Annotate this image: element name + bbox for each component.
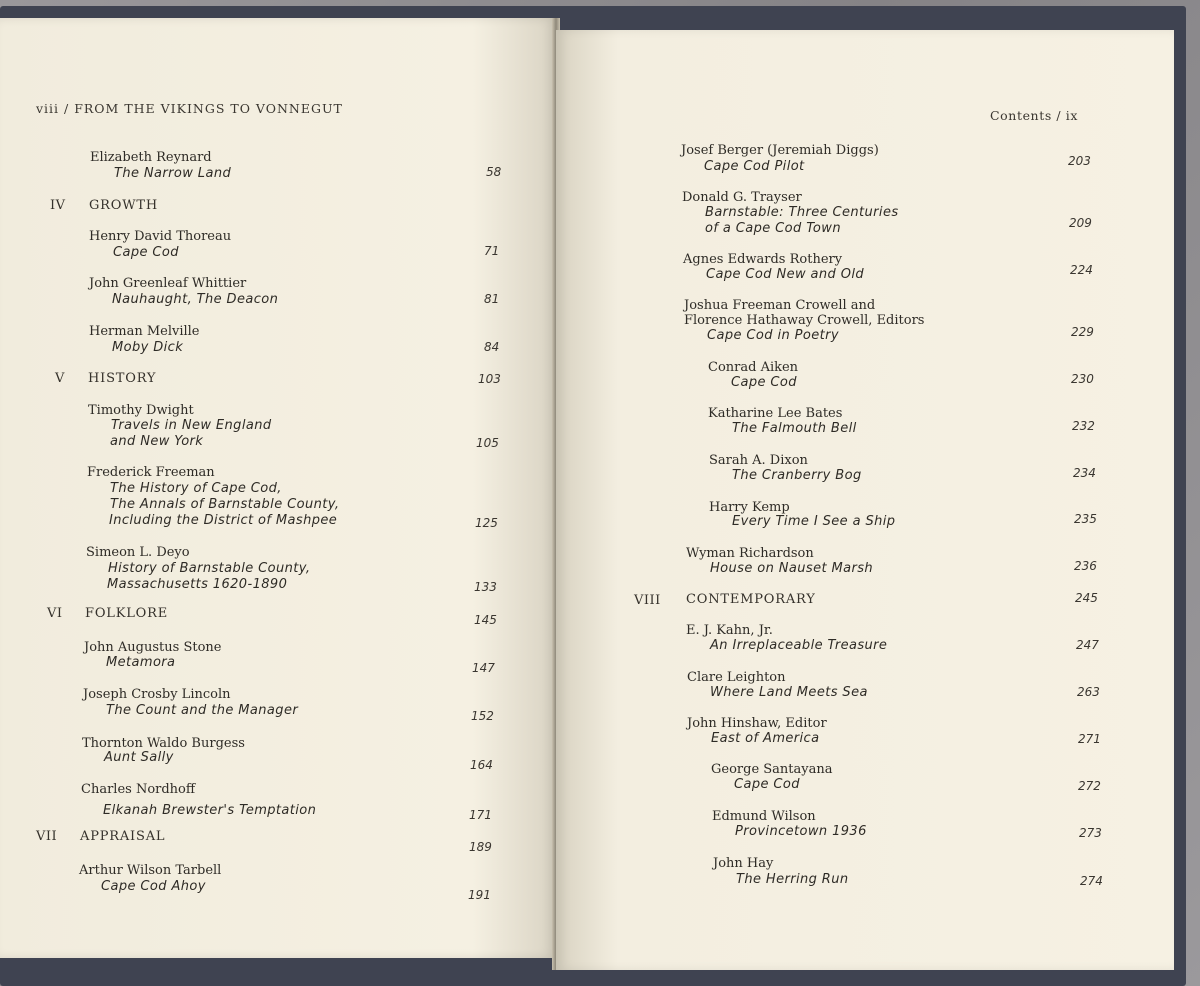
section-number: IV xyxy=(50,198,66,213)
toc-author: John Augustus Stone xyxy=(84,640,222,655)
toc-title: Cape Cod xyxy=(113,245,179,260)
section-number: V xyxy=(55,371,65,386)
toc-author: Florence Hathaway Crowell, Editors xyxy=(684,313,925,328)
toc-title: Nauhaught, The Deacon xyxy=(112,292,279,307)
section-title: GROWTH xyxy=(89,198,159,213)
toc-page-number: 232 xyxy=(1072,419,1095,433)
toc-page-number: 105 xyxy=(476,436,499,450)
toc-author: John Hay xyxy=(713,856,774,871)
toc-page-number: 103 xyxy=(478,372,501,386)
toc-title: The Annals of Barnstable County, xyxy=(110,497,340,512)
section-number: VI xyxy=(47,606,63,621)
toc-page-number: 203 xyxy=(1068,154,1091,168)
toc-title: Including the District of Mashpee xyxy=(109,513,338,528)
toc-author: Joseph Crosby Lincoln xyxy=(83,687,231,702)
toc-author: Elizabeth Reynard xyxy=(90,150,212,165)
toc-title: East of America xyxy=(711,731,820,746)
toc-title: Cape Cod xyxy=(734,777,800,792)
toc-title: The Herring Run xyxy=(736,872,849,887)
toc-author: Simeon L. Deyo xyxy=(86,545,190,560)
right-page xyxy=(556,30,1174,970)
toc-author: Frederick Freeman xyxy=(87,465,215,480)
toc-page-number: 125 xyxy=(475,516,498,530)
toc-author: Henry David Thoreau xyxy=(89,229,232,244)
toc-title: The History of Cape Cod, xyxy=(110,481,282,496)
toc-author: Joshua Freeman Crowell and xyxy=(684,298,876,313)
toc-page-number: 191 xyxy=(468,888,491,902)
toc-author: Timothy Dwight xyxy=(88,403,194,418)
toc-page-number: 58 xyxy=(486,165,502,179)
toc-author: Josef Berger (Jeremiah Diggs) xyxy=(681,143,879,158)
toc-title: Barnstable: Three Centuries xyxy=(705,205,899,220)
left-page xyxy=(0,18,556,958)
toc-title: History of Barnstable County, xyxy=(108,561,311,576)
toc-title: An Irreplaceable Treasure xyxy=(710,638,888,653)
toc-title: Cape Cod New and Old xyxy=(706,267,865,282)
toc-author: Arthur Wilson Tarbell xyxy=(79,863,222,878)
toc-page-number: 145 xyxy=(474,613,497,627)
toc-page-number: 147 xyxy=(472,661,495,675)
toc-title: Cape Cod Pilot xyxy=(704,159,805,174)
toc-page-number: 81 xyxy=(484,292,500,306)
toc-page-number: 84 xyxy=(484,340,500,354)
toc-page-number: 229 xyxy=(1071,325,1094,339)
toc-author: Charles Nordhoff xyxy=(81,782,196,797)
toc-author: Agnes Edwards Rothery xyxy=(683,252,843,267)
toc-title: Provincetown 1936 xyxy=(735,824,867,839)
toc-page-number: 171 xyxy=(469,808,492,822)
toc-author: John Hinshaw, Editor xyxy=(687,716,827,731)
toc-page-number: 71 xyxy=(484,244,500,258)
toc-page-number: 164 xyxy=(470,758,493,772)
toc-title: of a Cape Cod Town xyxy=(705,221,841,236)
toc-title: Moby Dick xyxy=(112,340,184,355)
section-title: HISTORY xyxy=(88,371,157,386)
toc-page-number: 224 xyxy=(1070,263,1093,277)
toc-page-number: 152 xyxy=(471,709,494,723)
toc-author: Herman Melville xyxy=(89,324,200,339)
toc-author: Clare Leighton xyxy=(687,670,786,685)
left-page-header: viii / FROM THE VIKINGS TO VONNEGUT xyxy=(36,101,343,116)
toc-page-number: 272 xyxy=(1078,779,1101,793)
toc-title: The Cranberry Bog xyxy=(732,468,862,483)
toc-title: and New York xyxy=(110,434,204,449)
toc-author: Katharine Lee Bates xyxy=(708,406,843,421)
toc-author: Donald G. Trayser xyxy=(682,190,802,205)
toc-page-number: 263 xyxy=(1077,685,1100,699)
toc-author: Harry Kemp xyxy=(709,500,790,515)
toc-page-number: 235 xyxy=(1074,512,1097,526)
section-title: CONTEMPORARY xyxy=(686,592,816,607)
toc-title: The Narrow Land xyxy=(114,166,232,181)
section-title: APPRAISAL xyxy=(80,829,166,844)
toc-title: Travels in New England xyxy=(111,418,272,433)
toc-title: Cape Cod Ahoy xyxy=(101,879,206,894)
toc-title: House on Nauset Marsh xyxy=(710,561,874,576)
toc-page-number: 230 xyxy=(1071,372,1094,386)
toc-page-number: 271 xyxy=(1078,732,1101,746)
toc-title: Massachusetts 1620-1890 xyxy=(107,577,288,592)
toc-title: The Falmouth Bell xyxy=(732,421,857,436)
toc-author: Edmund Wilson xyxy=(712,809,816,824)
toc-page-number: 209 xyxy=(1069,216,1092,230)
section-number: VIII xyxy=(634,593,661,608)
toc-author: Wyman Richardson xyxy=(686,546,814,561)
toc-author: Thornton Waldo Burgess xyxy=(82,736,245,751)
toc-page-number: 234 xyxy=(1073,466,1096,480)
toc-title: Elkanah Brewster's Temptation xyxy=(103,803,317,818)
section-title: FOLKLORE xyxy=(85,606,168,621)
toc-page-number: 247 xyxy=(1076,638,1099,652)
toc-page-number: 273 xyxy=(1079,826,1102,840)
toc-page-number: 245 xyxy=(1075,591,1098,605)
toc-page-number: 133 xyxy=(474,580,497,594)
toc-title: Every Time I See a Ship xyxy=(732,514,896,529)
toc-author: Sarah A. Dixon xyxy=(709,453,808,468)
right-page-header: Contents / ix xyxy=(990,108,1079,123)
toc-title: Cape Cod xyxy=(731,375,797,390)
toc-page-number: 274 xyxy=(1080,874,1103,888)
toc-title: Where Land Meets Sea xyxy=(710,685,868,700)
toc-page-number: 189 xyxy=(469,840,492,854)
toc-author: Conrad Aiken xyxy=(708,360,799,375)
toc-author: John Greenleaf Whittier xyxy=(89,276,247,291)
toc-page-number: 236 xyxy=(1074,559,1097,573)
toc-title: Cape Cod in Poetry xyxy=(707,328,839,343)
toc-title: Aunt Sally xyxy=(104,750,174,765)
section-number: VII xyxy=(36,829,58,844)
toc-author: George Santayana xyxy=(711,762,833,777)
toc-title: The Count and the Manager xyxy=(106,703,299,718)
toc-author: E. J. Kahn, Jr. xyxy=(686,623,773,638)
toc-title: Metamora xyxy=(106,655,176,670)
